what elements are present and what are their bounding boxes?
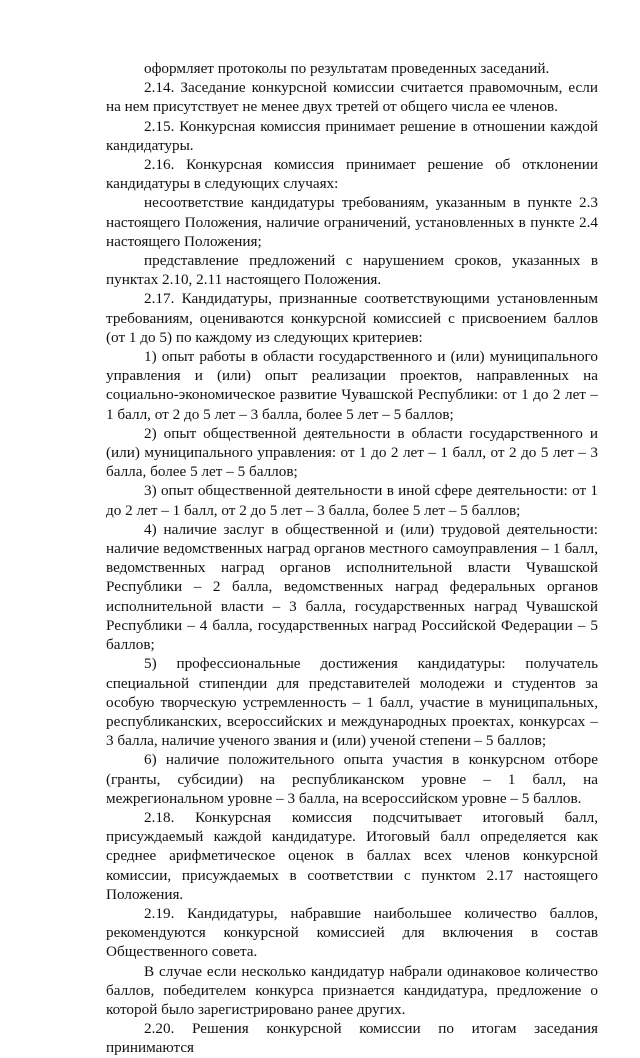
paragraph-2-15: 2.15. Конкурсная комиссия принимает решение в отношении каждой кандидатуры. [106,117,598,154]
paragraph-2-19: 2.19. Кандидатуры, набравшие наибольшее количество баллов, рекомендуются конкурсной комиссией для включения в состав Общественного совета. [106,904,598,961]
document-page [106,59,598,1058]
paragraph-2-19-tie: В случае если несколько кандидатур набрали одинаковое количество баллов, победителем конкурса признается кандидатура, предложение о которой было зарегистрировано ранее других. [106,962,598,1018]
paragraph-2-16-case-1: несоответствие кандидатуры требованиям, указанным в пункте 2.3 настоящего Положения, наличие ограничений, установленных в пункте 2.4 настоящего Положения; [106,194,598,250]
paragraph-2-17-criterion-6: 6) наличие положительного опыта участия в конкурсном отборе (гранты, субсидии) на республиканском уровне – 1 балл, на межрегиональном уровне – 3 балла, на всероссийском уровне – 5 баллов. [106,751,598,807]
paragraph-2-17-criterion-5: 5) профессиональные достижения кандидатуры: получатель специальной стипендии для представителей молодежи и студентов за особую творческую устремленность – 1 балл, участие в муниципальных, республиканских, всероссийских и международных проектах, конкурсах – 3 балла, наличие ученого звания и (или) ученой степени – 5 баллов; [106,655,598,750]
paragraph-2-20: 2.20. Решения конкурсной комиссии по итогам заседания принимаются [106,1020,598,1057]
paragraph-2-17-criterion-3: 3) опыт общественной деятельности в иной сфере деятельности: от 1 до 2 лет – 1 балл, от 2 до 5 лет – 3 балла, более 5 лет – 5 баллов; [106,482,598,519]
paragraph-protocols-continuation: оформляет протоколы по результатам проведенных заседаний. [144,60,550,77]
paragraph-2-17-criterion-1: 1) опыт работы в области государственного и (или) муниципального управления и (или) опыт реализации проектов, направленных на социально-экономическое развитие Чувашской Республики: от 1 до 2 лет – 1 балл, от 2 до 5 лет – 3 балла, более 5 лет – 5 баллов; [106,348,598,423]
paragraph-2-17-criterion-4: 4) наличие заслуг в общественной и (или) трудовой деятельности: наличие ведомственных наград органов местного самоуправления – 1 балл, ведомственных наград органов исполнительной власти Чувашской Республики – 2 балла, ведомственных наград федеральных органов исполнительной власти – 3 балла, государственных наград Чувашской Республики – 4 балла, государственных наград Российской Федерации – 5 баллов; [106,520,598,654]
paragraph-2-18: 2.18. Конкурсная комиссия подсчитывает итоговый балл, присуждаемый каждой кандидатуре. Итоговый балл определяется как среднее арифметическое оценок в баллах всех членов конкурсной комиссии, присуждаемых в соответствии с пунктом 2.17 настоящего Положения. [106,808,598,903]
paragraph-2-14: 2.14. Заседание конкурсной комиссии считается правомочным, если на нем присутствует не менее двух третей от общего числа ее членов. [106,79,598,116]
paragraph-2-17-criterion-2: 2) опыт общественной деятельности в области государственного и (или) муниципального управления: от 1 до 2 лет – 1 балл, от 2 до 5 лет – 3 балла, более 5 лет – 5 баллов; [106,424,598,481]
paragraph-2-17: 2.17. Кандидатуры, признанные соответствующими установленным требованиям, оцениваются конкурсной комиссией с присвоением баллов (от 1 до 5) по каждому из следующих критериев: [106,290,598,346]
paragraph-2-16-case-2: представление предложений с нарушением сроков, указанных в пунктах 2.10, 2.11 настоящего Положения. [106,252,598,289]
paragraph-2-16: 2.16. Конкурсная комиссия принимает решение об отклонении кандидатуры в следующих случаях: [106,156,598,193]
